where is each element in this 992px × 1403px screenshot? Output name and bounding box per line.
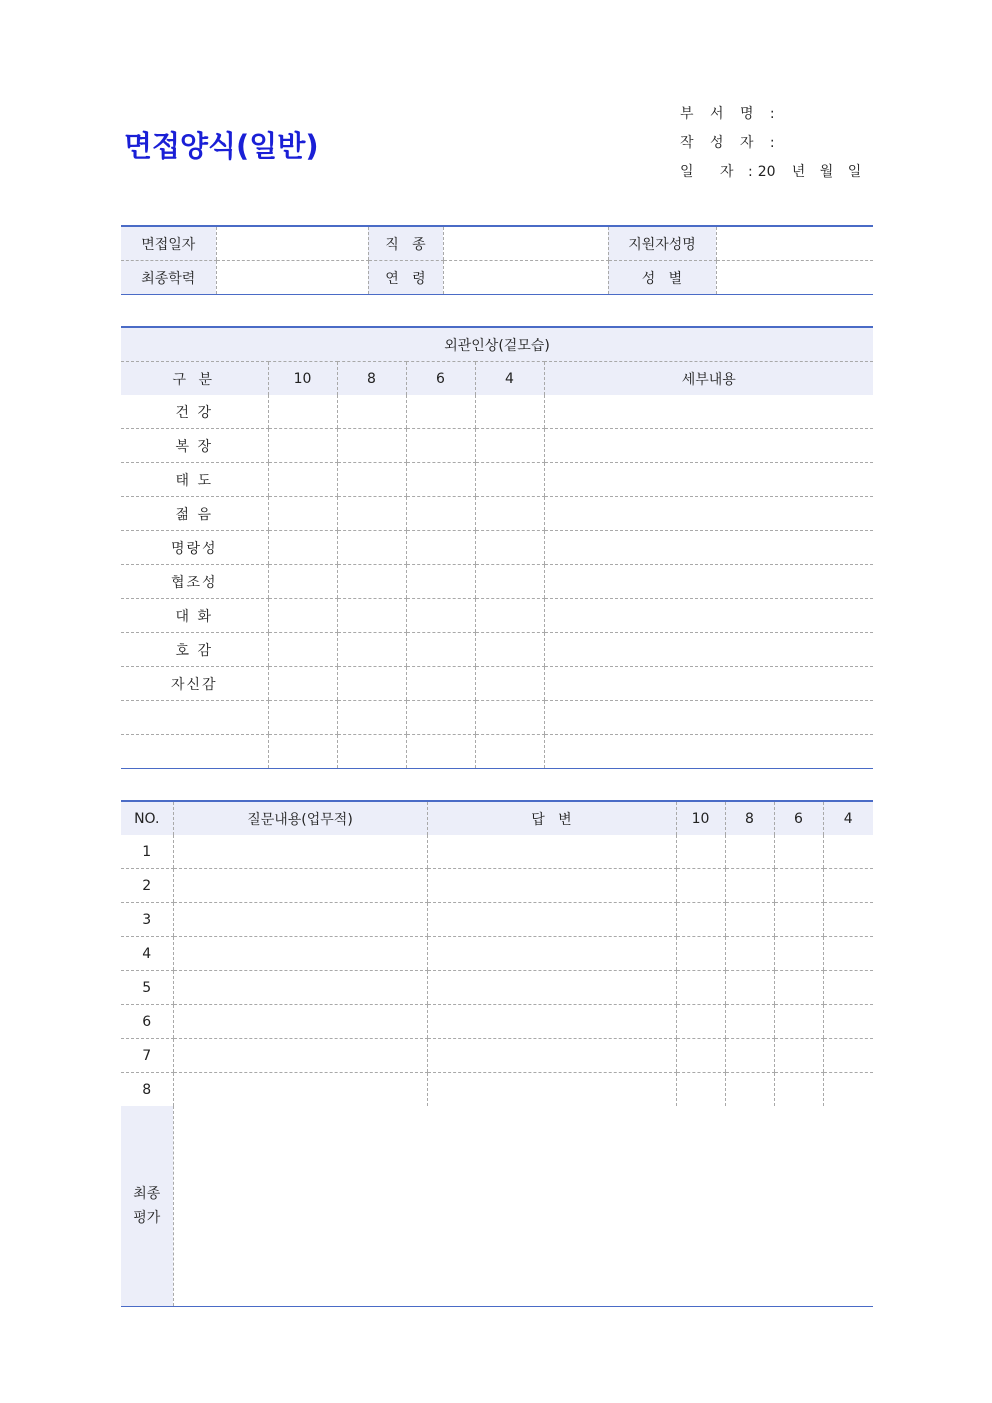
question-no: 2 bbox=[121, 869, 173, 903]
applicant-info-table bbox=[121, 225, 873, 295]
score-col-4: 4 bbox=[475, 362, 544, 396]
question-score-cell[interactable] bbox=[725, 903, 774, 937]
question-score-cell[interactable] bbox=[823, 869, 873, 903]
question-no: 1 bbox=[121, 835, 173, 869]
score-col-10: 10 bbox=[268, 362, 337, 396]
answer-cell[interactable] bbox=[427, 1039, 676, 1073]
interview-date-label: 면접일자 bbox=[121, 226, 216, 261]
date-row bbox=[680, 158, 861, 187]
final-eval-line1: 최종 bbox=[133, 1186, 161, 1202]
answer-cell[interactable] bbox=[427, 1073, 676, 1107]
appearance-score-cell[interactable] bbox=[475, 463, 544, 497]
gender-field[interactable] bbox=[716, 261, 873, 295]
appearance-score-cell[interactable] bbox=[268, 429, 337, 463]
appearance-score-cell[interactable] bbox=[337, 565, 406, 599]
final-eval-label bbox=[121, 1106, 173, 1307]
appearance-header-row bbox=[121, 362, 873, 396]
question-content-cell[interactable] bbox=[173, 937, 427, 971]
question-score-cell[interactable] bbox=[676, 1073, 725, 1107]
col-question: 질문내용(업무적) bbox=[173, 801, 427, 835]
page-title: 면접양식(일반) bbox=[124, 129, 319, 163]
appearance-detail-cell[interactable] bbox=[544, 701, 873, 735]
appearance-score-cell[interactable] bbox=[268, 667, 337, 701]
question-score-cell[interactable] bbox=[676, 869, 725, 903]
appearance-title: 외관인상(겉모습) bbox=[121, 327, 873, 362]
appearance-score-cell[interactable] bbox=[337, 633, 406, 667]
answer-cell[interactable] bbox=[427, 835, 676, 869]
question-score-cell[interactable] bbox=[676, 937, 725, 971]
appearance-detail-cell[interactable] bbox=[544, 599, 873, 633]
question-score-cell[interactable] bbox=[774, 1005, 823, 1039]
appearance-title-row bbox=[121, 327, 873, 362]
question-no: 5 bbox=[121, 971, 173, 1005]
appearance-score-cell[interactable] bbox=[406, 429, 475, 463]
appearance-detail-cell[interactable] bbox=[544, 565, 873, 599]
q-score-col-4: 4 bbox=[823, 801, 873, 835]
question-score-cell[interactable] bbox=[774, 869, 823, 903]
appearance-score-cell[interactable] bbox=[406, 565, 475, 599]
author-row bbox=[680, 129, 861, 158]
appearance-score-cell[interactable] bbox=[406, 463, 475, 497]
appearance-score-cell[interactable] bbox=[475, 701, 544, 735]
appearance-row bbox=[121, 463, 873, 497]
appearance-detail-cell[interactable] bbox=[544, 633, 873, 667]
applicant-name-label: 지원자성명 bbox=[608, 226, 716, 261]
appearance-score-cell[interactable] bbox=[337, 735, 406, 769]
appearance-score-cell[interactable] bbox=[268, 565, 337, 599]
question-score-cell[interactable] bbox=[725, 1039, 774, 1073]
col-category: 구 분 bbox=[121, 362, 268, 396]
answer-cell[interactable] bbox=[427, 1005, 676, 1039]
department-row bbox=[680, 100, 861, 129]
appearance-detail-cell[interactable] bbox=[544, 531, 873, 565]
appearance-score-cell[interactable] bbox=[337, 395, 406, 429]
question-score-cell[interactable] bbox=[725, 937, 774, 971]
appearance-score-cell[interactable] bbox=[337, 463, 406, 497]
appearance-category: 명랑성 bbox=[121, 531, 268, 565]
appearance-row bbox=[121, 599, 873, 633]
col-answer: 답 변 bbox=[427, 801, 676, 835]
date-year-unit: 년 bbox=[791, 164, 806, 180]
question-row bbox=[121, 835, 873, 869]
appearance-score-cell[interactable] bbox=[406, 667, 475, 701]
appearance-detail-cell[interactable] bbox=[544, 429, 873, 463]
question-score-cell[interactable] bbox=[823, 1005, 873, 1039]
appearance-category bbox=[121, 701, 268, 735]
date-label-2: 자 : bbox=[720, 164, 758, 180]
appearance-score-cell[interactable] bbox=[475, 497, 544, 531]
appearance-score-cell[interactable] bbox=[475, 735, 544, 769]
applicant-row-1 bbox=[121, 226, 873, 261]
question-row bbox=[121, 903, 873, 937]
appearance-score-cell[interactable] bbox=[268, 497, 337, 531]
score-col-6: 6 bbox=[406, 362, 475, 396]
question-row bbox=[121, 971, 873, 1005]
question-score-cell[interactable] bbox=[823, 1073, 873, 1107]
appearance-row bbox=[121, 429, 873, 463]
question-score-cell[interactable] bbox=[823, 903, 873, 937]
question-score-cell[interactable] bbox=[676, 1039, 725, 1073]
question-row bbox=[121, 1073, 873, 1107]
date-label-1: 일 bbox=[680, 164, 694, 180]
appearance-score-cell[interactable] bbox=[268, 395, 337, 429]
col-detail: 세부내용 bbox=[544, 362, 873, 396]
question-score-cell[interactable] bbox=[774, 835, 823, 869]
question-score-cell[interactable] bbox=[823, 937, 873, 971]
applicant-name-field[interactable] bbox=[716, 226, 873, 261]
question-score-cell[interactable] bbox=[725, 1005, 774, 1039]
question-score-cell[interactable] bbox=[676, 835, 725, 869]
appearance-row bbox=[121, 565, 873, 599]
appearance-score-cell[interactable] bbox=[268, 735, 337, 769]
question-row bbox=[121, 869, 873, 903]
answer-cell[interactable] bbox=[427, 903, 676, 937]
final-eval-line2: 평가 bbox=[133, 1210, 161, 1226]
appearance-score-cell[interactable] bbox=[268, 531, 337, 565]
date-year-prefix: 20 bbox=[757, 164, 776, 180]
appearance-row bbox=[121, 395, 873, 429]
appearance-score-cell[interactable] bbox=[475, 395, 544, 429]
question-no: 6 bbox=[121, 1005, 173, 1039]
appearance-score-cell[interactable] bbox=[475, 429, 544, 463]
appearance-score-cell[interactable] bbox=[268, 599, 337, 633]
question-score-cell[interactable] bbox=[774, 971, 823, 1005]
job-type-field[interactable] bbox=[443, 226, 608, 261]
question-content-cell[interactable] bbox=[173, 835, 427, 869]
job-type-label: 직 종 bbox=[368, 226, 443, 261]
question-content-cell[interactable] bbox=[173, 903, 427, 937]
final-eval-field[interactable] bbox=[173, 1106, 873, 1307]
appearance-category: 태 도 bbox=[121, 463, 268, 497]
question-score-cell[interactable] bbox=[676, 971, 725, 1005]
question-score-cell[interactable] bbox=[774, 937, 823, 971]
answer-cell[interactable] bbox=[427, 869, 676, 903]
appearance-row bbox=[121, 497, 873, 531]
appearance-score-cell[interactable] bbox=[475, 531, 544, 565]
appearance-score-cell[interactable] bbox=[406, 735, 475, 769]
appearance-table bbox=[121, 326, 873, 769]
appearance-detail-cell[interactable] bbox=[544, 497, 873, 531]
q-score-col-8: 8 bbox=[725, 801, 774, 835]
appearance-category: 복 장 bbox=[121, 429, 268, 463]
answer-cell[interactable] bbox=[427, 971, 676, 1005]
appearance-score-cell[interactable] bbox=[406, 497, 475, 531]
applicant-row-2 bbox=[121, 261, 873, 295]
question-score-cell[interactable] bbox=[676, 1005, 725, 1039]
question-content-cell[interactable] bbox=[173, 971, 427, 1005]
appearance-category: 건 강 bbox=[121, 395, 268, 429]
question-no: 7 bbox=[121, 1039, 173, 1073]
appearance-category: 대 화 bbox=[121, 599, 268, 633]
question-score-cell[interactable] bbox=[823, 835, 873, 869]
appearance-score-cell[interactable] bbox=[406, 599, 475, 633]
appearance-score-cell[interactable] bbox=[268, 633, 337, 667]
question-content-cell[interactable] bbox=[173, 869, 427, 903]
appearance-score-cell[interactable] bbox=[406, 633, 475, 667]
appearance-category: 협조성 bbox=[121, 565, 268, 599]
appearance-category bbox=[121, 735, 268, 769]
age-label: 연 령 bbox=[368, 261, 443, 295]
appearance-row bbox=[121, 701, 873, 735]
question-score-cell[interactable] bbox=[774, 1039, 823, 1073]
education-field[interactable] bbox=[216, 261, 368, 295]
question-content-cell[interactable] bbox=[173, 1005, 427, 1039]
question-score-cell[interactable] bbox=[725, 869, 774, 903]
appearance-score-cell[interactable] bbox=[337, 429, 406, 463]
question-score-cell[interactable] bbox=[774, 903, 823, 937]
question-content-cell[interactable] bbox=[173, 1073, 427, 1107]
appearance-score-cell[interactable] bbox=[337, 701, 406, 735]
appearance-score-cell[interactable] bbox=[268, 463, 337, 497]
appearance-score-cell[interactable] bbox=[337, 667, 406, 701]
appearance-score-cell[interactable] bbox=[475, 667, 544, 701]
header-meta bbox=[680, 100, 861, 187]
appearance-row bbox=[121, 633, 873, 667]
date-month-unit: 월 bbox=[819, 164, 834, 180]
question-no: 3 bbox=[121, 903, 173, 937]
gender-label: 성 별 bbox=[608, 261, 716, 295]
question-no: 8 bbox=[142, 1081, 152, 1098]
appearance-row bbox=[121, 531, 873, 565]
answer-cell[interactable] bbox=[427, 937, 676, 971]
appearance-score-cell[interactable] bbox=[406, 701, 475, 735]
question-content-cell[interactable] bbox=[173, 1039, 427, 1073]
question-score-cell[interactable] bbox=[725, 835, 774, 869]
question-row bbox=[121, 1039, 873, 1073]
appearance-score-cell[interactable] bbox=[337, 599, 406, 633]
appearance-score-cell[interactable] bbox=[337, 531, 406, 565]
q-score-col-10: 10 bbox=[676, 801, 725, 835]
question-score-cell[interactable] bbox=[823, 971, 873, 1005]
question-score-cell[interactable] bbox=[725, 971, 774, 1005]
appearance-detail-cell[interactable] bbox=[544, 667, 873, 701]
appearance-row bbox=[121, 735, 873, 769]
question-score-cell[interactable] bbox=[823, 1039, 873, 1073]
appearance-detail-cell[interactable] bbox=[544, 463, 873, 497]
appearance-detail-cell[interactable] bbox=[544, 735, 873, 769]
department-label: 부 서 명 : bbox=[680, 106, 781, 122]
appearance-score-cell[interactable] bbox=[475, 599, 544, 633]
date-day-unit: 일 bbox=[847, 164, 862, 180]
question-score-cell[interactable] bbox=[725, 1073, 774, 1107]
age-field[interactable] bbox=[443, 261, 608, 295]
appearance-score-cell[interactable] bbox=[475, 633, 544, 667]
author-label: 작 성 자 : bbox=[680, 135, 781, 151]
question-row bbox=[121, 937, 873, 971]
appearance-score-cell[interactable] bbox=[475, 565, 544, 599]
appearance-score-cell[interactable] bbox=[268, 701, 337, 735]
question-score-cell[interactable] bbox=[676, 903, 725, 937]
final-eval-row bbox=[121, 1106, 873, 1307]
q-score-col-6: 6 bbox=[774, 801, 823, 835]
score-col-8: 8 bbox=[337, 362, 406, 396]
appearance-score-cell[interactable] bbox=[337, 497, 406, 531]
question-no: 4 bbox=[121, 937, 173, 971]
col-no: NO. bbox=[121, 801, 173, 835]
question-row bbox=[121, 1005, 873, 1039]
education-label: 최종학력 bbox=[121, 261, 216, 295]
questions-table bbox=[121, 800, 873, 1307]
question-score-cell[interactable] bbox=[774, 1073, 823, 1107]
questions-header-row bbox=[121, 801, 873, 835]
appearance-detail-cell[interactable] bbox=[544, 395, 873, 429]
appearance-category: 젊 음 bbox=[121, 497, 268, 531]
appearance-row bbox=[121, 667, 873, 701]
appearance-score-cell[interactable] bbox=[406, 395, 475, 429]
appearance-category: 자신감 bbox=[121, 667, 268, 701]
appearance-score-cell[interactable] bbox=[406, 531, 475, 565]
appearance-category: 호 감 bbox=[121, 633, 268, 667]
interview-date-field[interactable] bbox=[216, 226, 368, 261]
